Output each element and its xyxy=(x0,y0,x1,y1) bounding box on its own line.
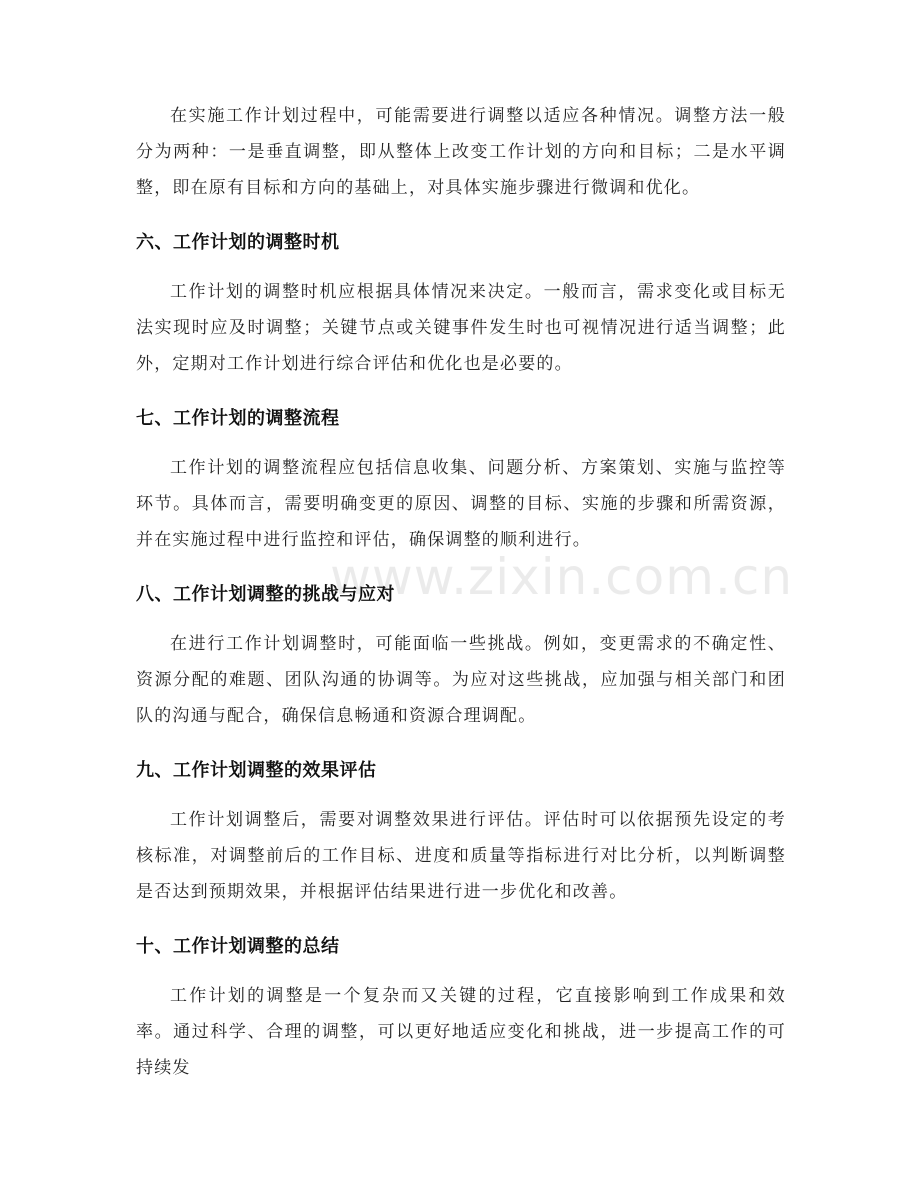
section-heading-6: 六、工作计划的调整时机 xyxy=(136,232,340,253)
paragraph-section-6: 工作计划的调整时机应根据具体情况来决定。一般而言，需求变化或目标无法实现时应及时调整；关键节点或关键事件发生时也可视情况进行适当调整；此外，定期对工作计划进行综合评估和优化也是必要的。 xyxy=(136,282,786,374)
paragraph-section-9: 工作计划调整后，需要对调整效果进行评估。评估时可以依据预先设定的考核标准，对调整前后的工作目标、进度和质量等指标进行对比分析，以判断调整是否达到预期效果，并根据评估结果进行进一步优化和改善。 xyxy=(136,810,786,902)
paragraph-section-10: 工作计划的调整是一个复杂而又关键的过程，它直接影响到工作成果和效率。通过科学、合理的调整，可以更好地适应变化和挑战，进一步提高工作的可持续发 xyxy=(136,986,786,1078)
section-heading-9: 九、工作计划调整的效果评估 xyxy=(136,760,377,781)
document-page xyxy=(136,98,786,1086)
section-heading-10: 十、工作计划调整的总结 xyxy=(136,936,340,957)
section-heading-7: 七、工作计划的调整流程 xyxy=(136,408,340,429)
section-heading-8: 八、工作计划调整的挑战与应对 xyxy=(136,584,395,605)
paragraph-section-7: 工作计划的调整流程应包括信息收集、问题分析、方案策划、实施与监控等环节。具体而言，需要明确变更的原因、调整的目标、实施的步骤和所需资源，并在实施过程中进行监控和评估，确保调整的顺利进行。 xyxy=(136,458,786,550)
watermark-text: www.zixin.com.cn xyxy=(330,548,794,606)
paragraph-intro: 在实施工作计划过程中，可能需要进行调整以适应各种情况。调整方法一般分为两种：一是垂直调整，即从整体上改变工作计划的方向和目标；二是水平调整，即在原有目标和方向的基础上，对具体实施步骤进行微调和优化。 xyxy=(136,106,786,198)
paragraph-section-8: 在进行工作计划调整时，可能面临一些挑战。例如，变更需求的不确定性、资源分配的难题、团队沟通的协调等。为应对这些挑战，应加强与相关部门和团队的沟通与配合，确保信息畅通和资源合理调配。 xyxy=(136,634,786,726)
